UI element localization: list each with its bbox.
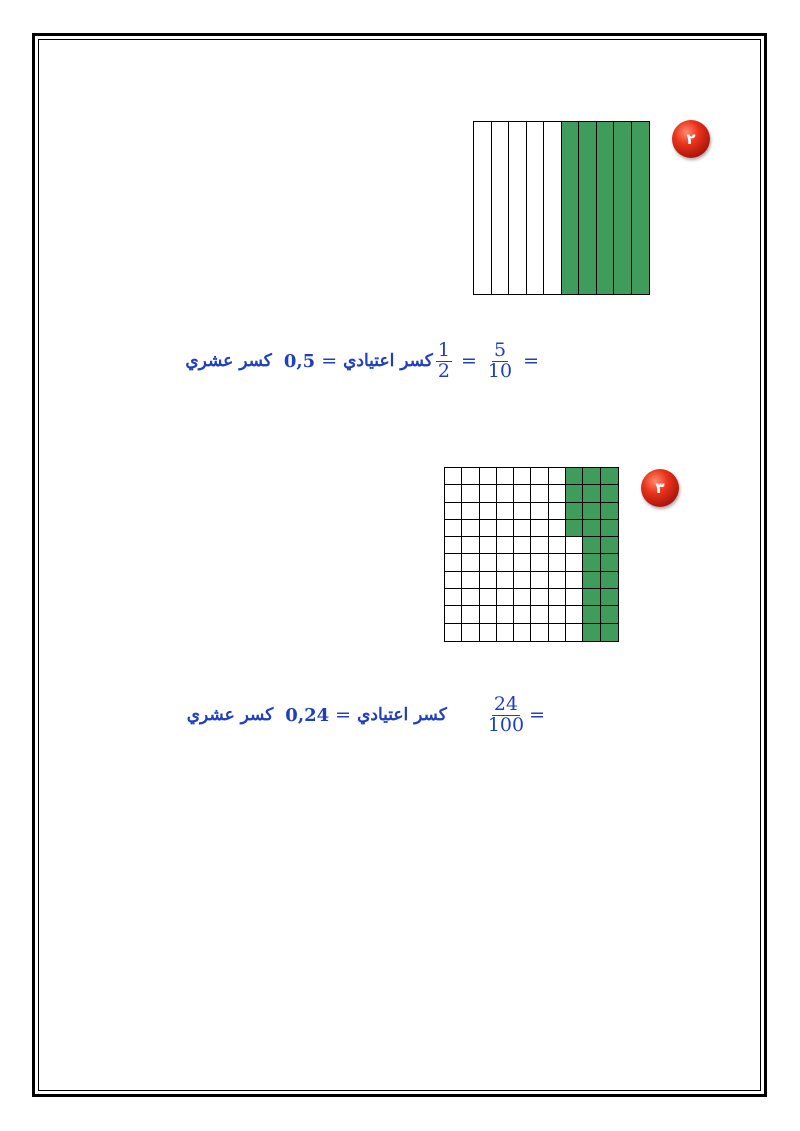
simple-fraction	[436, 341, 452, 382]
grid-cell	[566, 520, 583, 537]
grid-strip	[544, 122, 562, 294]
grid-cell	[601, 520, 618, 537]
grid-cell	[462, 554, 479, 571]
grid-cell	[549, 624, 566, 641]
grid-cell	[531, 589, 548, 606]
grid-strip	[527, 122, 545, 294]
grid-cell	[601, 503, 618, 520]
hundredths-fraction	[486, 695, 526, 736]
grid-cell	[497, 520, 514, 537]
grid-cell	[514, 537, 531, 554]
decimal-fraction-label: كسر عشري	[185, 351, 272, 372]
grid-cell	[566, 503, 583, 520]
grid-cell	[583, 606, 600, 623]
grid-cell	[514, 554, 531, 571]
grid-cell	[549, 537, 566, 554]
grid-strip	[562, 122, 580, 294]
grid-cell	[480, 503, 497, 520]
grid-cell	[601, 606, 618, 623]
grid-cell	[497, 537, 514, 554]
grid-cell	[601, 554, 618, 571]
grid-cell	[462, 468, 479, 485]
decimal-value: 0,24	[285, 704, 330, 726]
grid-cell	[583, 624, 600, 641]
grid-cell	[549, 468, 566, 485]
equals-sign: =	[529, 704, 545, 727]
common-fraction-label: كسر اعتيادي	[357, 705, 447, 726]
grid-cell	[514, 468, 531, 485]
grid-cell	[462, 503, 479, 520]
grid-cell	[583, 468, 600, 485]
grid-strip	[614, 122, 632, 294]
grid-cell	[514, 624, 531, 641]
grid-cell	[566, 485, 583, 502]
grid-cell	[531, 624, 548, 641]
grid-cell	[583, 503, 600, 520]
grid-cell	[514, 503, 531, 520]
equals-sign: =	[523, 350, 539, 373]
grid-cell	[583, 537, 600, 554]
grid-cell	[514, 589, 531, 606]
grid-cell	[566, 468, 583, 485]
grid-cell	[531, 554, 548, 571]
grid-cell	[480, 537, 497, 554]
grid-cell	[601, 589, 618, 606]
grid-cell	[531, 572, 548, 589]
grid-cell	[497, 589, 514, 606]
grid-cell	[462, 572, 479, 589]
equals-sign: =	[460, 350, 477, 373]
grid-cell	[497, 485, 514, 502]
grid-cell	[531, 606, 548, 623]
common-fraction-label: كسر اعتيادي	[343, 351, 433, 372]
grid-cell	[531, 537, 548, 554]
grid-cell	[531, 520, 548, 537]
fraction-denominator: 100	[487, 713, 525, 736]
grid-cell	[583, 520, 600, 537]
grid-cell	[480, 624, 497, 641]
grid-cell	[583, 572, 600, 589]
grid-cell	[445, 537, 462, 554]
grid-cell	[462, 606, 479, 623]
grid-cell	[549, 572, 566, 589]
grid-cell	[566, 554, 583, 571]
grid-cell	[480, 606, 497, 623]
grid-cell	[462, 589, 479, 606]
grid-cell	[480, 554, 497, 571]
equation-hundredths	[187, 695, 545, 736]
grid-cell	[531, 503, 548, 520]
grid-cell	[514, 606, 531, 623]
grid-cell	[514, 520, 531, 537]
grid-cell	[497, 624, 514, 641]
grid-cell	[480, 468, 497, 485]
grid-cell	[480, 572, 497, 589]
grid-cell	[445, 468, 462, 485]
grid-cell	[601, 537, 618, 554]
fraction-numerator: 1	[437, 339, 450, 361]
grid-cell	[566, 624, 583, 641]
grid-cell	[497, 554, 514, 571]
grid-cell	[601, 485, 618, 502]
grid-cell	[497, 468, 514, 485]
grid-strip	[632, 122, 650, 294]
grid-cell	[480, 520, 497, 537]
tenths-fraction	[486, 341, 514, 382]
grid-cell	[566, 572, 583, 589]
grid-cell	[549, 606, 566, 623]
problem-number-badge: ٢	[672, 120, 710, 158]
page-border-inner	[38, 39, 761, 1091]
grid-cell	[445, 485, 462, 502]
fraction-denominator: 10	[487, 359, 513, 382]
grid-cell	[462, 485, 479, 502]
grid-cell	[601, 468, 618, 485]
grid-cell	[566, 537, 583, 554]
equals-sign: =	[335, 704, 352, 727]
hundredths-grid	[444, 467, 619, 642]
grid-strip	[579, 122, 597, 294]
grid-cell	[549, 589, 566, 606]
equals-sign: =	[321, 350, 338, 373]
grid-cell	[497, 572, 514, 589]
grid-strip	[492, 122, 510, 294]
grid-cell	[497, 503, 514, 520]
grid-cell	[601, 624, 618, 641]
grid-strip	[474, 122, 492, 294]
grid-cell	[462, 624, 479, 641]
grid-cell	[445, 554, 462, 571]
decimal-value: 0,5	[283, 350, 316, 372]
grid-cell	[566, 606, 583, 623]
fraction-numerator: 5	[493, 339, 507, 361]
grid-cell	[583, 485, 600, 502]
equation-tenths	[185, 341, 545, 382]
grid-cell	[445, 624, 462, 641]
grid-cell	[583, 589, 600, 606]
grid-cell	[583, 554, 600, 571]
grid-cell	[549, 503, 566, 520]
grid-cell	[480, 589, 497, 606]
grid-cell	[601, 572, 618, 589]
grid-cell	[480, 485, 497, 502]
grid-cell	[445, 572, 462, 589]
grid-strip	[509, 122, 527, 294]
grid-cell	[549, 485, 566, 502]
grid-cell	[497, 606, 514, 623]
grid-cell	[462, 520, 479, 537]
fraction-denominator: 2	[437, 359, 450, 382]
grid-cell	[514, 485, 531, 502]
problem-number-badge: ٣	[641, 469, 679, 507]
grid-cell	[445, 503, 462, 520]
decimal-fraction-label: كسر عشري	[186, 705, 274, 726]
grid-cell	[445, 520, 462, 537]
grid-cell	[445, 589, 462, 606]
grid-cell	[514, 572, 531, 589]
grid-cell	[566, 589, 583, 606]
grid-cell	[531, 468, 548, 485]
tenths-grid	[473, 121, 650, 295]
grid-cell	[531, 485, 548, 502]
grid-cell	[462, 537, 479, 554]
grid-strip	[597, 122, 615, 294]
grid-cell	[549, 554, 566, 571]
fraction-numerator: 24	[493, 693, 519, 715]
grid-cell	[549, 520, 566, 537]
grid-cell	[445, 606, 462, 623]
